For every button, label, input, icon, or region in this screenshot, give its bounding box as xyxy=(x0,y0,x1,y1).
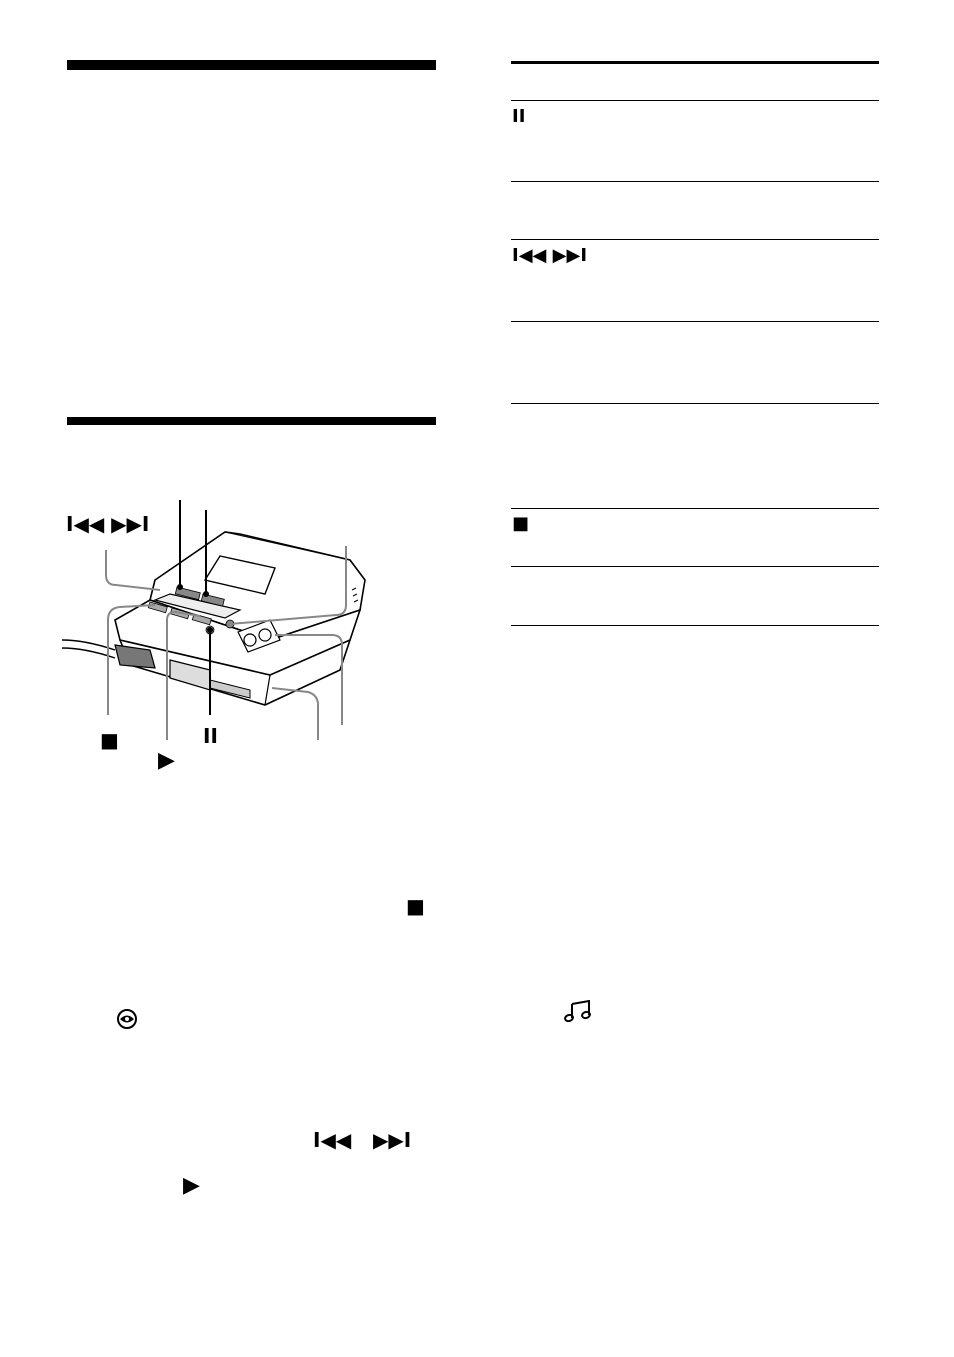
table-rule-top xyxy=(511,61,879,64)
inline-play-symbol: ▶ xyxy=(183,1173,200,1198)
table-rule-bottom xyxy=(511,625,879,626)
table-row-divider xyxy=(511,239,879,240)
stop-label: ■ xyxy=(100,728,119,752)
table-row-divider xyxy=(511,566,879,567)
table-row-divider xyxy=(511,321,879,322)
table-row-divider xyxy=(511,100,879,101)
inline-stop-symbol: ■ xyxy=(406,894,425,918)
inline-prev-symbol: I◀◀ xyxy=(313,1128,352,1152)
prev-next-label: I◀◀ ▶▶I xyxy=(66,512,150,536)
pause-label: II xyxy=(203,724,218,748)
table-row-symbol-pause: II xyxy=(512,106,526,127)
table-row-symbol-prev-next: I◀◀ ▶▶I xyxy=(512,245,588,266)
table-row-divider xyxy=(511,403,879,404)
music-note-icon xyxy=(563,1000,593,1022)
table-row-symbol-stop: ■ xyxy=(512,513,530,534)
table-row-divider xyxy=(511,181,879,182)
table-row-divider xyxy=(511,508,879,509)
section-rule-mid-left xyxy=(67,417,436,425)
inline-next-symbol: ▶▶I xyxy=(373,1128,412,1152)
disc-icon xyxy=(116,1008,138,1030)
section-rule-top-left xyxy=(67,60,436,70)
play-label: ▶ xyxy=(158,748,175,773)
